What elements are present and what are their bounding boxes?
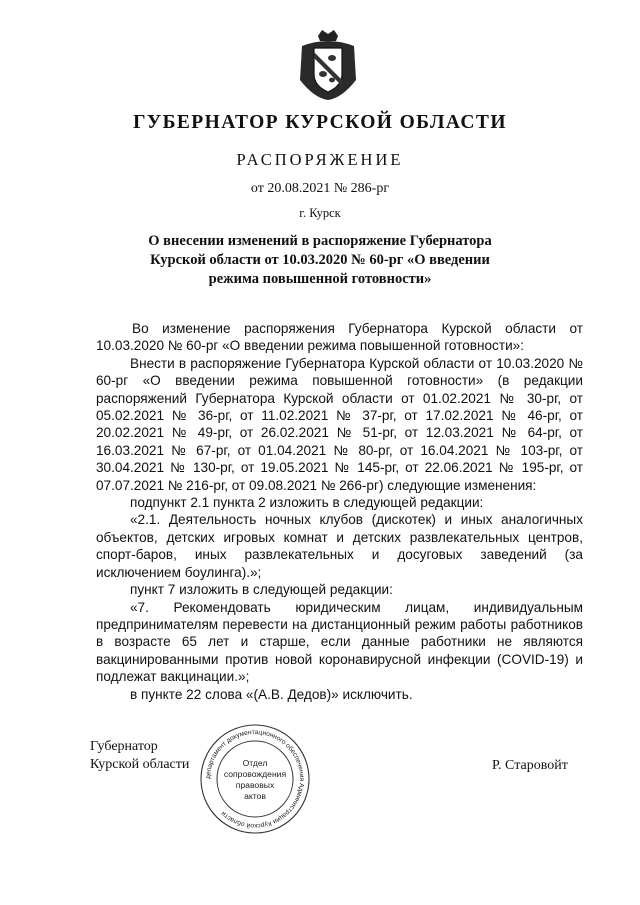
- heading-line: Курской области от 10.03.2020 № 60-рг «О введении: [150, 252, 490, 268]
- stamp-text-line: правовых: [235, 780, 275, 790]
- coat-of-arms-icon: [296, 30, 360, 102]
- body-paragraph: подпункт 2.1 пункта 2 изложить в следующей редакции:: [130, 495, 484, 511]
- heading-line: режима повышенной готовности»: [208, 271, 432, 287]
- stamp-text-line: актов: [244, 791, 266, 801]
- body-paragraph: «2.1. Деятельность ночных клубов (дискотек) и иных аналогичных объектов, детских игровых комнат и детских развлекательных центров, спорт-баров, иных развлекательных и досуговых заведений (за исключением боулинга).»;: [96, 512, 583, 580]
- stamp-text-line: сопровождения: [223, 769, 287, 779]
- signatory-position-line: Курской области: [90, 757, 190, 772]
- document-heading: [120, 232, 520, 289]
- signatory-name: Р. Старовойт: [492, 758, 568, 773]
- signatory-position: [90, 738, 189, 774]
- document-body: [96, 320, 583, 703]
- document-issuer-title: ГУБЕРНАТОР КУРСКОЙ ОБЛАСТИ: [133, 112, 507, 133]
- document-type: РАСПОРЯЖЕНИЕ: [236, 150, 404, 169]
- body-paragraph: в пункте 22 слова «(А.В. Дедов)» исключить.: [130, 686, 413, 702]
- body-paragraph: Внести в распоряжение Губернатора Курской области от 10.03.2020 № 60-рг «О введении режима повышенной готовности» (в редакции распоряжений Губернатора Курской области от 01.02.2021 № 30-рг, от 05.02.2021 № 36-рг, от 11.02.2021 № 37-рг, от 17.02.2021 № 46-рг, от 20.02.2021 № 49-рг, от 26.02.2021 № 51-рг, от 12.03.2021 № 64-рг, от 16.03.2021 № 67-рг, от 01.04.2021 № 80-рг, от 16.04.2021 № 103-рг, от 30.04.2021 № 130-рг, от 19.05.2021 № 145-рг, от 22.06.2021 № 195-рг, от 07.07.2021 № 216-рг, от 09.08.2021 № 266-рг) следующие изменения:: [96, 355, 583, 493]
- body-paragraph: «7. Рекомендовать юридическим лицам, индивидуальным предпринимателям перевести на дистанционный режим работы работников в возрасте 65 лет и старше, если данные работники не являются вакцинированными против новой коронавирусной инфекции (COVID-19) и подлежат вакцинации.»;: [96, 599, 583, 685]
- signatory-position-line: Губернатор: [90, 739, 158, 754]
- document-city: г. Курск: [299, 206, 341, 220]
- document-date-number: от 20.08.2021 № 286-рг: [250, 181, 390, 196]
- stamp-text-line: Отдел: [242, 758, 268, 768]
- body-paragraph: Во изменение распоряжения Губернатора Курской области от 10.03.2020 № 60-рг «О введении режима повышенной готовности»:: [96, 321, 583, 354]
- heading-line: О внесении изменений в распоряжение Губернатора: [148, 233, 492, 249]
- official-stamp: [198, 722, 312, 836]
- body-paragraph: пункт 7 изложить в следующей редакции:: [130, 582, 393, 598]
- stamp-ring-text: департамент документационного обеспечения Администрации Курской области: [204, 728, 306, 830]
